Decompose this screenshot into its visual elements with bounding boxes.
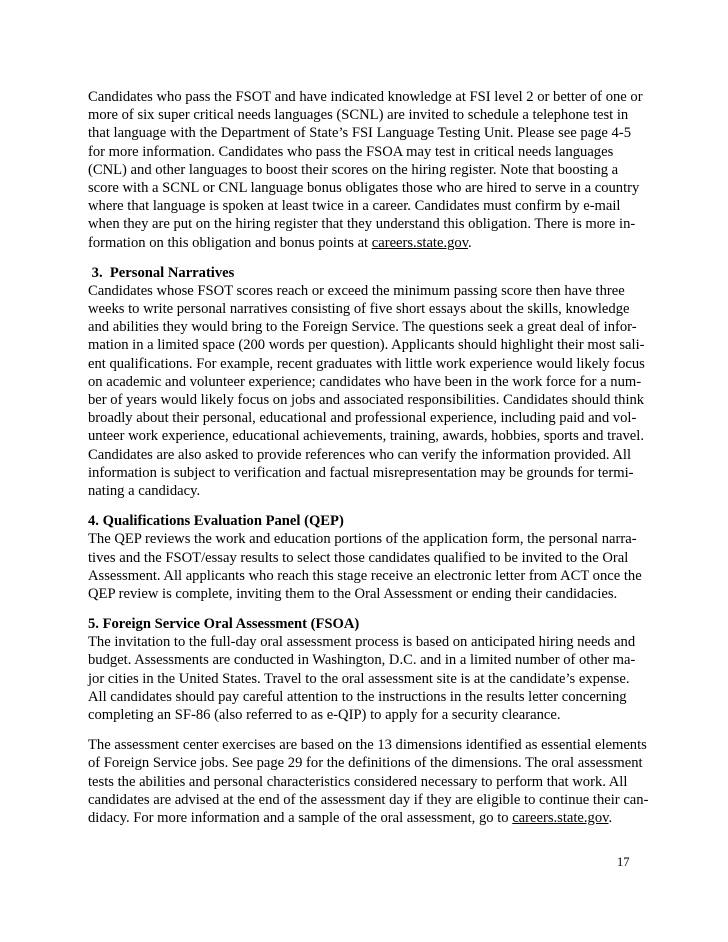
- text-line: where that language is spoken at least twice in a career. Candidates must confirm by e-mail: [88, 198, 621, 215]
- paragraph-gap: [88, 603, 648, 615]
- text-line: more of six super critical needs languages (SCNL) are invited to schedule a telephone test in: [88, 107, 629, 124]
- text-line: nating a candidacy.: [88, 482, 201, 499]
- text-line: Candidates whose FSOT scores reach or exceed the minimum passing score then have three: [88, 282, 625, 299]
- text-line: and abilities they would bring to the Foreign Service. The questions seek a great deal of infor-: [88, 319, 637, 336]
- text-line: unteer work experience, educational achievements, training, awards, hobbies, sports and travel.: [88, 428, 644, 445]
- careers-link[interactable]: careers.state.gov: [512, 809, 609, 826]
- text-line: candidates are advised at the end of the assessment day if they are eligible to continue their can-: [88, 791, 649, 808]
- section-qep: [88, 512, 648, 603]
- section-fsoa: [88, 615, 648, 724]
- page-number: 17: [617, 855, 630, 869]
- section-heading: 5. Foreign Service Oral Assessment (FSOA): [88, 616, 360, 633]
- text-line: tives and the FSOT/essay results to select those candidates qualified to be invited to the Oral: [88, 549, 629, 566]
- text-line: ent qualifications. For example, recent graduates with little work experience would likely focus: [88, 355, 645, 372]
- text-line: tests the abilities and personal characteristics considered necessary to perform that work. All: [88, 773, 628, 790]
- section-heading: 4. Qualifications Evaluation Panel (QEP): [88, 513, 344, 530]
- text-fragment: .: [608, 809, 613, 826]
- text-line: Assessment. All applicants who reach this stage receive an electronic letter from ACT once the: [88, 567, 642, 584]
- text-line: ber of years would likely focus on jobs and associated responsibilities. Candidates should think: [88, 392, 645, 408]
- section-heading: 3. Personal Narratives: [88, 264, 235, 281]
- text-line: broadly about their personal, educational and professional experience, including paid and vol-: [88, 410, 637, 427]
- paragraph-gap: [88, 500, 648, 512]
- text-line: (CNL) and other languages to boost their scores on the hiring register. Note that boosting a: [88, 161, 619, 178]
- text-line: jor cities in the United States. Travel to the oral assessment site is at the candidate’s expense.: [88, 670, 630, 687]
- text-line: weeks to write personal narratives consisting of five short essays about the skills, knowledge: [88, 301, 630, 318]
- text-line: All candidates should pay careful attention to the instructions in the results letter concerning: [88, 688, 627, 705]
- text-line: that language with the Department of State’s FSI Language Testing Unit. Please see page 4-5: [88, 125, 631, 142]
- text-line: on academic and volunteer experience; candidates who have been in the work force for a num-: [88, 373, 642, 390]
- text-line: QEP review is complete, inviting them to the Oral Assessment or ending their candidacies.: [88, 585, 618, 602]
- text-line: [88, 234, 648, 252]
- text-fragment: .: [468, 234, 472, 251]
- text-line: when they are put on the hiring register that they understand this obligation. There is more in-: [88, 216, 636, 233]
- document-page: [88, 88, 648, 827]
- text-line: mation in a limited space (200 words per question). Applicants should highlight their most sali-: [88, 337, 645, 354]
- assessment-paragraph: [88, 736, 648, 827]
- text-line: [88, 809, 648, 827]
- text-line: information is subject to verification and factual misrepresentation may be grounds for termi-: [88, 464, 634, 481]
- text-line: for more information. Candidates who pass the FSOA may test in critical needs languages: [88, 143, 614, 160]
- text-fragment: didacy. For more information and a sample of the oral assessment, go to: [88, 809, 513, 826]
- text-line: completing an SF-86 (also referred to as e-QIP) to apply for a security clearance.: [88, 707, 561, 723]
- text-line: Candidates are also asked to provide references who can verify the information provided. All: [88, 446, 632, 463]
- paragraph-gap: [88, 252, 648, 264]
- intro-paragraph: [88, 88, 648, 252]
- text-line: The QEP reviews the work and education portions of the application form, the personal narra-: [88, 531, 637, 548]
- text-line: The invitation to the full-day oral assessment process is based on anticipated hiring needs and: [88, 634, 636, 651]
- paragraph-gap: [88, 724, 648, 736]
- careers-link[interactable]: careers.state.gov: [371, 234, 469, 251]
- text-line: The assessment center exercises are based on the 13 dimensions identified as essential elements: [88, 737, 647, 754]
- section-personal-narratives: [88, 264, 648, 500]
- text-fragment: formation on this obligation and bonus points at: [88, 234, 372, 251]
- text-line: of Foreign Service jobs. See page 29 for the definitions of the dimensions. The oral assessment: [88, 755, 643, 772]
- text-line: Candidates who pass the FSOT and have indicated knowledge at FSI level 2 or better of one or: [88, 89, 643, 105]
- text-line: score with a SCNL or CNL language bonus obligates those who are hired to serve in a country: [88, 179, 640, 196]
- text-line: budget. Assessments are conducted in Washington, D.C. and in a limited number of other ma-: [88, 652, 636, 669]
